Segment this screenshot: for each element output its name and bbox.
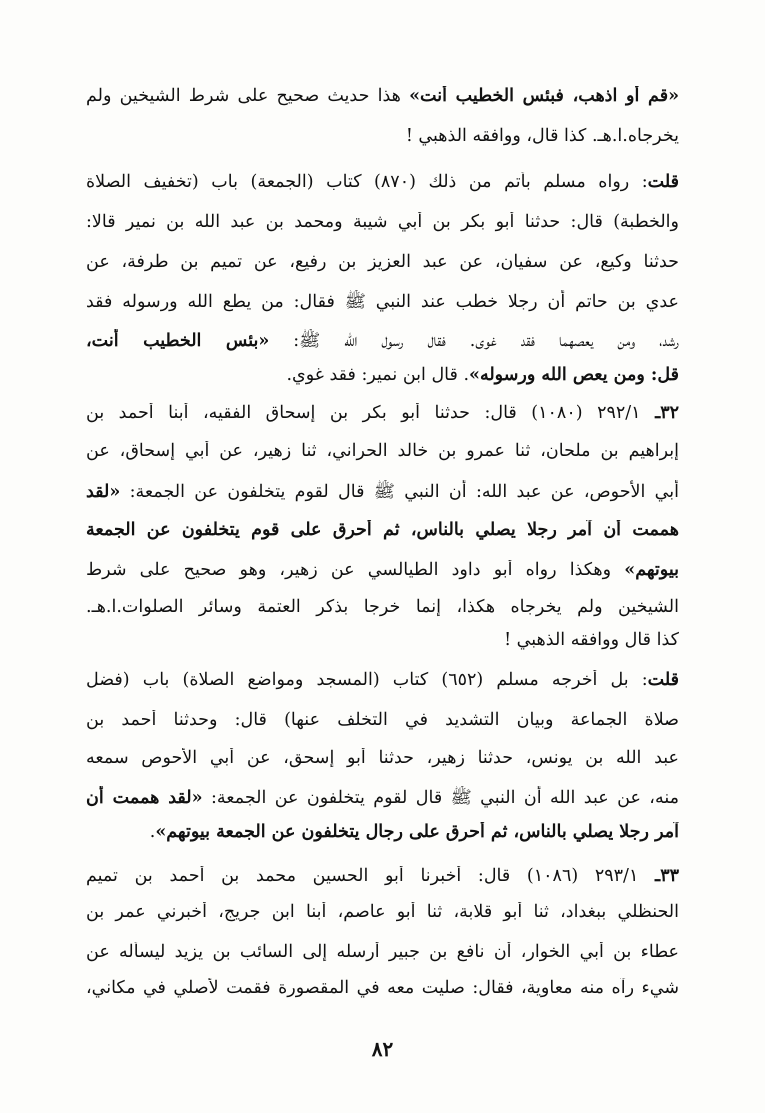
text-line	[86, 403, 679, 443]
bold-text-run: «بئس الخطيب أنت،	[86, 331, 270, 351]
text-line	[86, 212, 679, 252]
text-run: : بل أخرجه مسلم (٦٥٢) كتاب (المسجد ومواضع الصلاة) باب (فضل	[86, 670, 648, 690]
bold-text-run: «لقد	[86, 482, 121, 502]
text-line	[86, 520, 679, 560]
text-line	[86, 560, 679, 600]
text-line	[86, 252, 679, 292]
text-run: رشد، ومن يعصهما فقد غوى. فقال رسول الله ﷺ:	[269, 331, 679, 351]
text-run: .	[149, 822, 156, 842]
text-line	[86, 480, 679, 520]
bold-text-run: ٣٣ـ	[655, 866, 679, 886]
text-run: ٢٩٣/١ (١٠٨٦) قال: أخبرنا أبو الحسين محمد بن أحمد بن تميم	[86, 866, 656, 886]
text-line	[86, 710, 679, 750]
bold-text-run: قلت	[647, 172, 679, 192]
text-run: . قال ابن نمير: فقد غوي.	[286, 365, 470, 385]
text-line	[86, 290, 679, 330]
text-line	[86, 329, 679, 369]
text-line	[86, 902, 679, 942]
text-run: الشيخين ولم يخرجاه هكذا، إنما خرجا بذكر العتمة وسائر الصلوات.ا.هـ.	[86, 597, 679, 617]
text-line	[86, 748, 679, 788]
text-run: عطاء بن أبي الخوار، أن نافع بن جبير أرسله إلى السائب بن يزيد ليسأله عن	[86, 942, 679, 962]
text-line	[86, 86, 679, 126]
text-run: والخطبة) قال: حدثنا أبو بكر بن أبي شيبة ومحمد بن عبد الله بن نمير قالا:	[86, 212, 679, 232]
text-line	[86, 942, 679, 982]
text-run: عدي بن حاتم أن رجلا خطب عند النبي ﷺ فقال: من يطع الله ورسوله فقد	[86, 292, 679, 312]
bold-text-run: بيوتهم»	[624, 560, 679, 580]
text-line	[86, 630, 679, 670]
bold-text-run: «قم أو اذهب، فبئس الخطيب أنت»	[409, 86, 679, 106]
text-line	[86, 786, 679, 826]
bold-text-run: ٣٢ـ	[655, 403, 679, 423]
text-line	[86, 670, 679, 710]
text-line	[86, 978, 679, 1018]
bold-text-run: «لقد هممت أن	[86, 788, 203, 808]
text-run: شيء رآه منه معاوية، فقال: صليت معه في المقصورة فقمت لأصلي في مكاني،	[86, 978, 679, 998]
text-line	[86, 866, 679, 906]
text-run: إبراهيم بن ملحان، ثنا عمرو بن خالد الحراني، ثنا زهير، عن أبي إسحاق، عن	[86, 441, 679, 461]
text-line	[86, 441, 679, 481]
text-line	[86, 822, 679, 862]
bold-text-run: قل: ومن يعص الله ورسوله»	[469, 365, 679, 385]
text-run: وهكذا رواه أبو داود الطيالسي عن زهير، وهو صحيح على شرط	[86, 560, 625, 580]
text-run: صلاة الجماعة وبيان التشديد في التخلف عنها) قال: وحدثنا أحمد بن	[86, 710, 679, 730]
text-run: : رواه مسلم بأتم من ذلك (٨٧٠) كتاب (الجمعة) باب (تخفيف الصلاة	[86, 172, 648, 192]
text-run: يخرجاه.ا.هـ. كذا قال، ووافقه الذهبي !	[405, 126, 679, 146]
text-run: أبي الأحوص، عن عبد الله: أن النبي ﷺ قال لقوم يتخلفون عن الجمعة:	[120, 482, 679, 502]
text-run: عبد الله بن يونس، حدثنا زهير، حدثنا أبو إسحق، عن أبي الأحوص سمعه	[86, 748, 679, 768]
text-run: الحنظلي ببغداد، ثنا أبو قلابة، ثنا أبو عاصم، أبنا ابن جريج، أخبرني عمر بن	[86, 902, 679, 922]
text-run: منه، عن عبد الله أن النبي ﷺ قال لقوم يتخلفون عن الجمعة:	[202, 788, 679, 808]
text-run: حدثنا وكيع، عن سفيان، عن عبد العزيز بن رفيع، عن تميم بن طرفة، عن	[86, 252, 679, 272]
page-number: ٨٢	[371, 1037, 394, 1061]
text-run: هذا حديث صحيح على شرط الشيخين ولم	[86, 86, 410, 106]
text-line	[86, 365, 679, 405]
text-run: ٢٩٢/١ (١٠٨٠) قال: حدثنا أبو بكر بن إسحاق الفقيه، أبنا أحمد بن	[86, 403, 656, 423]
bold-text-run: هممت أن آمر رجلا يصلي بالناس، ثم أحرق على قوم يتخلفون عن الجمعة	[86, 520, 679, 540]
text-line	[86, 172, 679, 212]
text-line	[86, 126, 679, 166]
bold-text-run: قلت	[647, 670, 679, 690]
text-run: كذا قال ووافقه الذهبي !	[504, 630, 679, 650]
bold-text-run: آمر رجلا يصلي بالناس، ثم أحرق على رجال يتخلفون عن الجمعة بيوتهم»	[155, 822, 679, 842]
